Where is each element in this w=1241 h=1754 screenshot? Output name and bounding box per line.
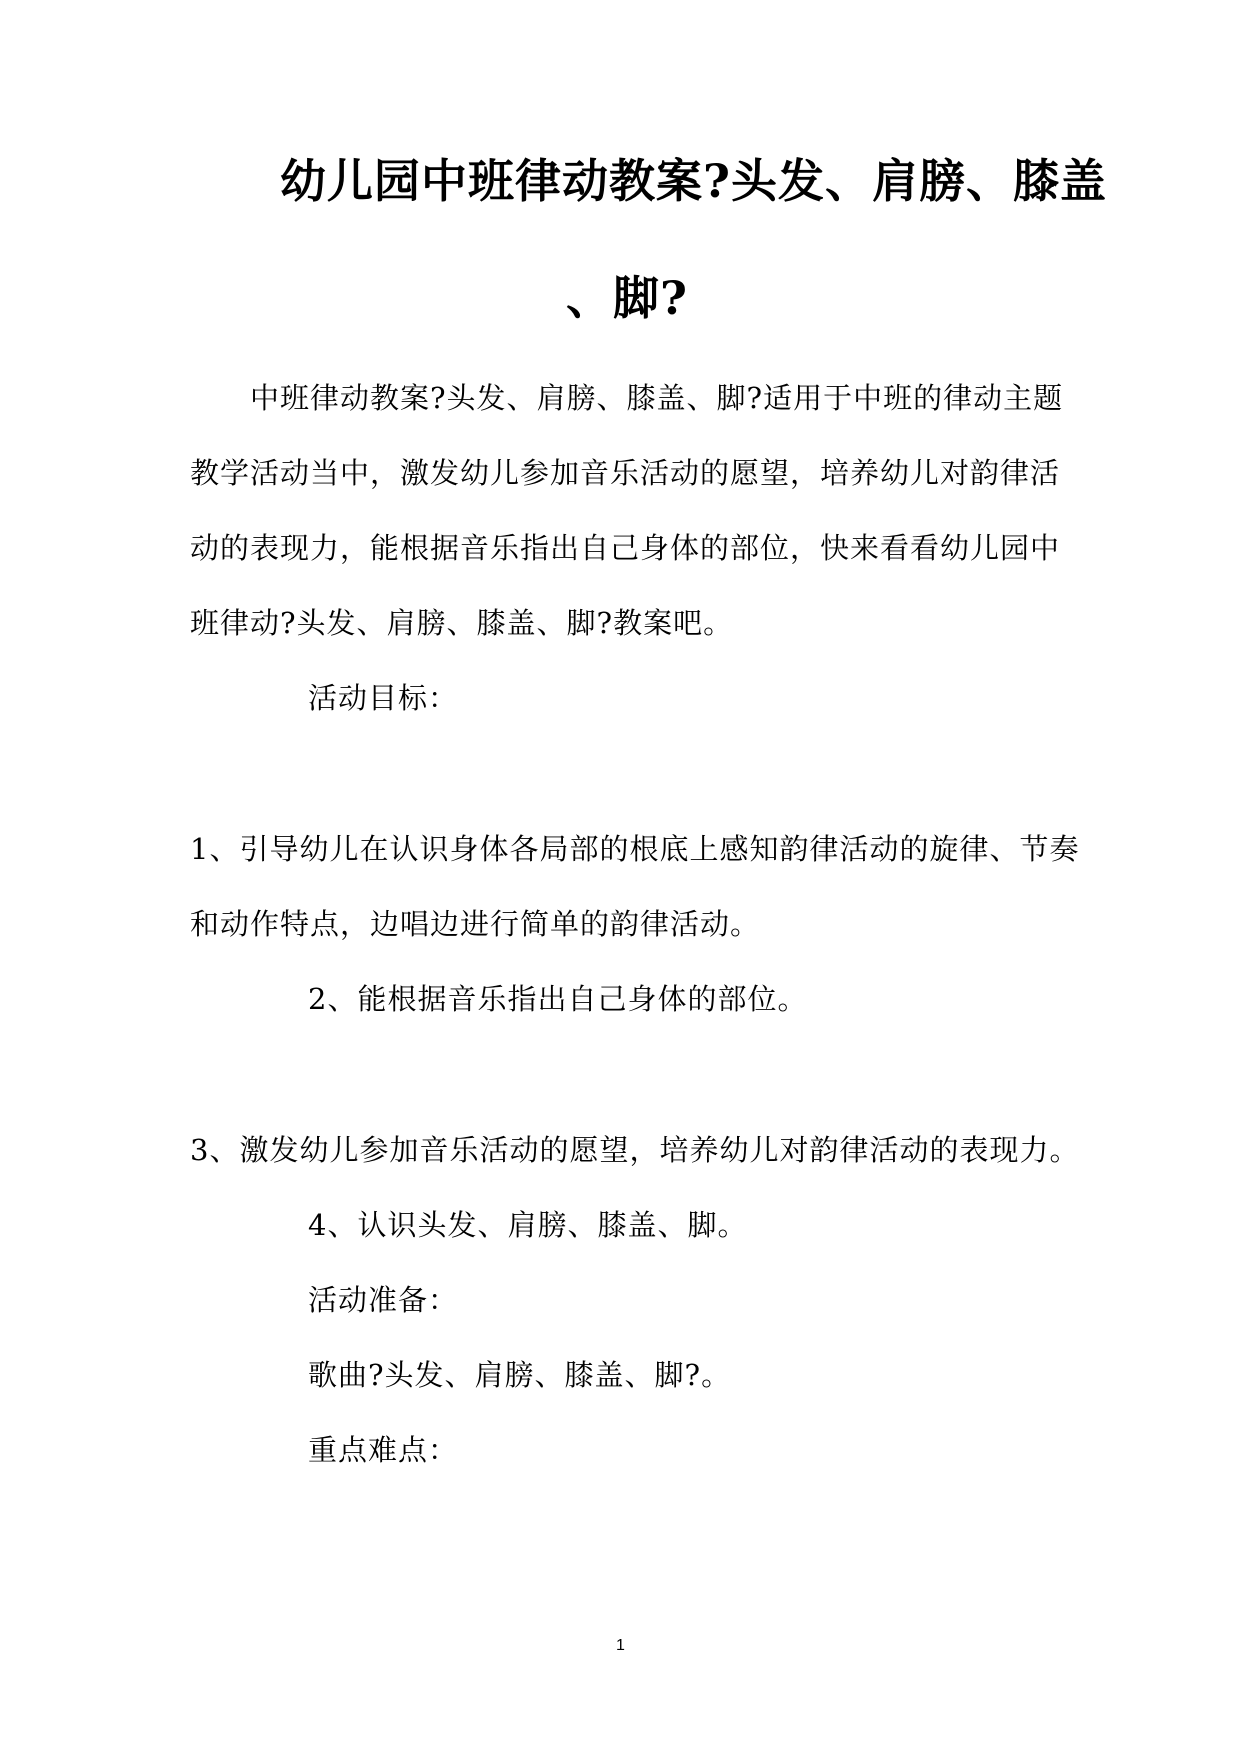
document-title-line-1: 幼儿园中班律动教案?头发、肩膀、膝盖 <box>280 154 1107 208</box>
goal-2: 2、能根据音乐指出自己身体的部位。 <box>308 982 808 1016</box>
intro-line-4: 班律动?头发、肩膀、膝盖、脚?教案吧。 <box>190 606 734 640</box>
intro-line-2: 教学活动当中，激发幼儿参加音乐活动的愿望，培养幼儿对韵律活 <box>190 456 1061 490</box>
intro-line-1: 中班律动教案?头发、肩膀、膝盖、脚?适用于中班的律动主题 <box>250 381 1064 415</box>
prep-heading: 活动准备： <box>308 1283 459 1317</box>
goals-heading: 活动目标： <box>308 681 459 715</box>
page-number: 1 <box>616 1637 625 1654</box>
intro-line-3: 动的表现力，能根据音乐指出自己身体的部位，快来看看幼儿园中 <box>190 531 1061 565</box>
prep-item: 歌曲?头发、肩膀、膝盖、脚?。 <box>308 1358 732 1392</box>
document-title-line-2: 、脚? <box>566 271 688 325</box>
goal-1-line-1: 1、引导幼儿在认识身体各局部的根底上感知韵律活动的旋律、节奏 <box>190 832 1080 866</box>
goal-3: 3、激发幼儿参加音乐活动的愿望，培养幼儿对韵律活动的表现力。 <box>190 1133 1080 1167</box>
goal-1-line-2: 和动作特点，边唱边进行简单的韵律活动。 <box>190 907 761 941</box>
goal-4: 4、认识头发、肩膀、膝盖、脚。 <box>308 1208 748 1242</box>
key-points-heading: 重点难点： <box>308 1433 459 1467</box>
